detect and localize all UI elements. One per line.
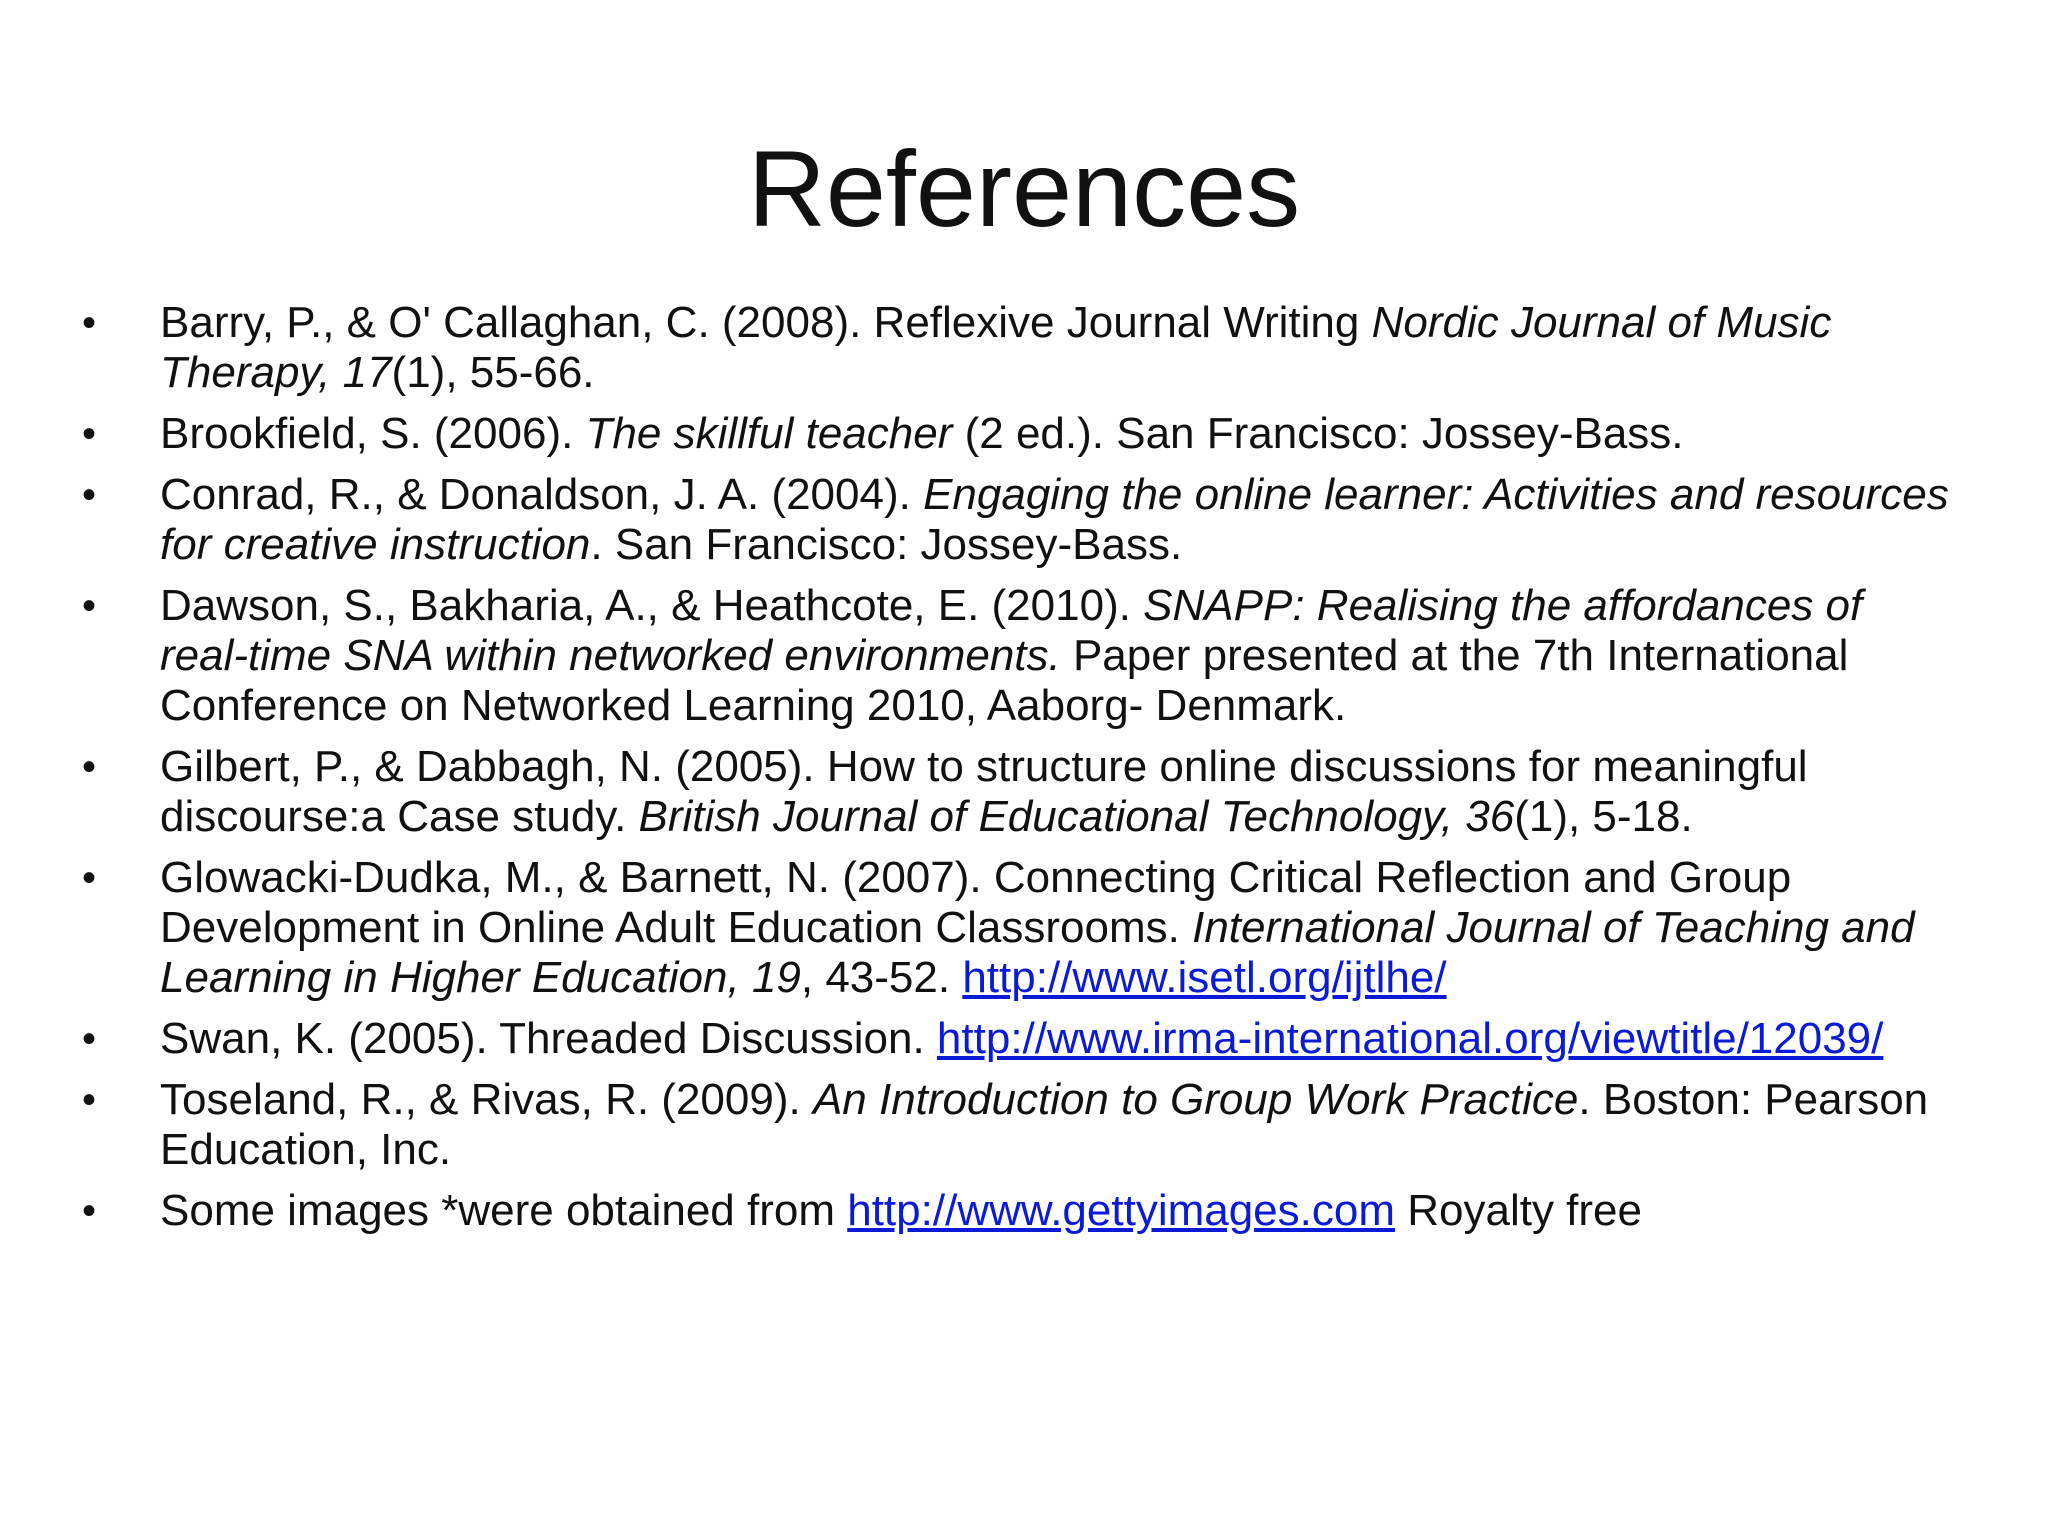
- reference-title-italic: SNAPP: Realising the affordances of real-time SNA within networked environments.: [160, 581, 1863, 680]
- slide-title: References: [747, 128, 1301, 249]
- reference-title-italic: An Introduction to Group Work Practice: [812, 1075, 1579, 1124]
- reference-title-italic: Engaging the online learner: Activities and resources for creative instruction: [160, 470, 1949, 569]
- reference-link[interactable]: http://www.isetl.org/ijtlhe/: [962, 953, 1447, 1002]
- bullet-icon: •: [82, 1078, 97, 1122]
- reference-text: Dawson, S., Bakharia, A., & Heathcote, E. (2010).: [160, 581, 1144, 630]
- reference-text: . Boston: Pearson Education, Inc.: [160, 1075, 1929, 1174]
- bullet-icon: •: [82, 1189, 97, 1233]
- reference-item: [82, 1186, 1960, 1236]
- reference-item: [82, 470, 1960, 570]
- bullet-icon: •: [82, 1017, 97, 1061]
- reference-text: Conrad, R., & Donaldson, J. A. (2004).: [160, 470, 924, 519]
- reference-link[interactable]: http://www.gettyimages.com: [847, 1186, 1395, 1235]
- reference-item: [82, 581, 1960, 731]
- reference-link[interactable]: http://www.irma-international.org/viewtitle/12039/: [936, 1014, 1884, 1063]
- reference-text: Glowacki-Dudka, M., & Barnett, N. (2007). Connecting Critical Reflection and Group Development in Online Adult Education Classrooms.: [160, 853, 1792, 952]
- reference-text: Royalty free: [1395, 1186, 1642, 1235]
- reference-text: . San Francisco: Jossey-Bass.: [590, 520, 1183, 569]
- reference-text: Gilbert, P., & Dabbagh, N. (2005). How to structure online discussions for meaningful discourse:a Case study.: [160, 742, 1808, 841]
- reference-text: (1), 55-66.: [391, 348, 595, 397]
- bullet-icon: •: [82, 473, 97, 517]
- bullet-icon: •: [82, 584, 97, 628]
- reference-text: Paper presented at the 7th International Conference on Networked Learning 2010, Aaborg- Denmark.: [160, 631, 1849, 730]
- reference-text: (1), 5-18.: [1514, 792, 1693, 841]
- reference-title-italic: British Journal of Educational Technology, 36: [638, 792, 1515, 841]
- reference-item: [82, 742, 1960, 842]
- references-list: [82, 298, 1960, 1247]
- reference-item: [82, 1075, 1960, 1175]
- reference-text: Swan, K. (2005). Threaded Discussion.: [160, 1014, 937, 1063]
- reference-text: Toseland, R., & Rivas, R. (2009).: [160, 1075, 813, 1124]
- reference-text: , 43-52.: [800, 953, 963, 1002]
- reference-title-italic: The skillful teacher: [585, 409, 953, 458]
- reference-item: [82, 1014, 1960, 1064]
- reference-item: [82, 298, 1960, 398]
- bullet-icon: •: [82, 856, 97, 900]
- bullet-icon: •: [82, 745, 97, 789]
- reference-text: (2 ed.). San Francisco: Jossey-Bass.: [952, 409, 1684, 458]
- reference-title-italic: International Journal of Teaching and Learning in Higher Education, 19: [160, 903, 1915, 1002]
- bullet-icon: •: [82, 412, 97, 456]
- reference-item: [82, 409, 1960, 459]
- reference-text: Barry, P., & O' Callaghan, C. (2008). Reflexive Journal Writing: [160, 298, 1372, 347]
- reference-text: Brookfield, S. (2006).: [160, 409, 586, 458]
- bullet-icon: •: [82, 301, 97, 345]
- reference-title-italic: Nordic Journal of Music Therapy, 17: [160, 298, 1832, 397]
- reference-text: Some images *were obtained from: [160, 1186, 848, 1235]
- reference-item: [82, 853, 1960, 1003]
